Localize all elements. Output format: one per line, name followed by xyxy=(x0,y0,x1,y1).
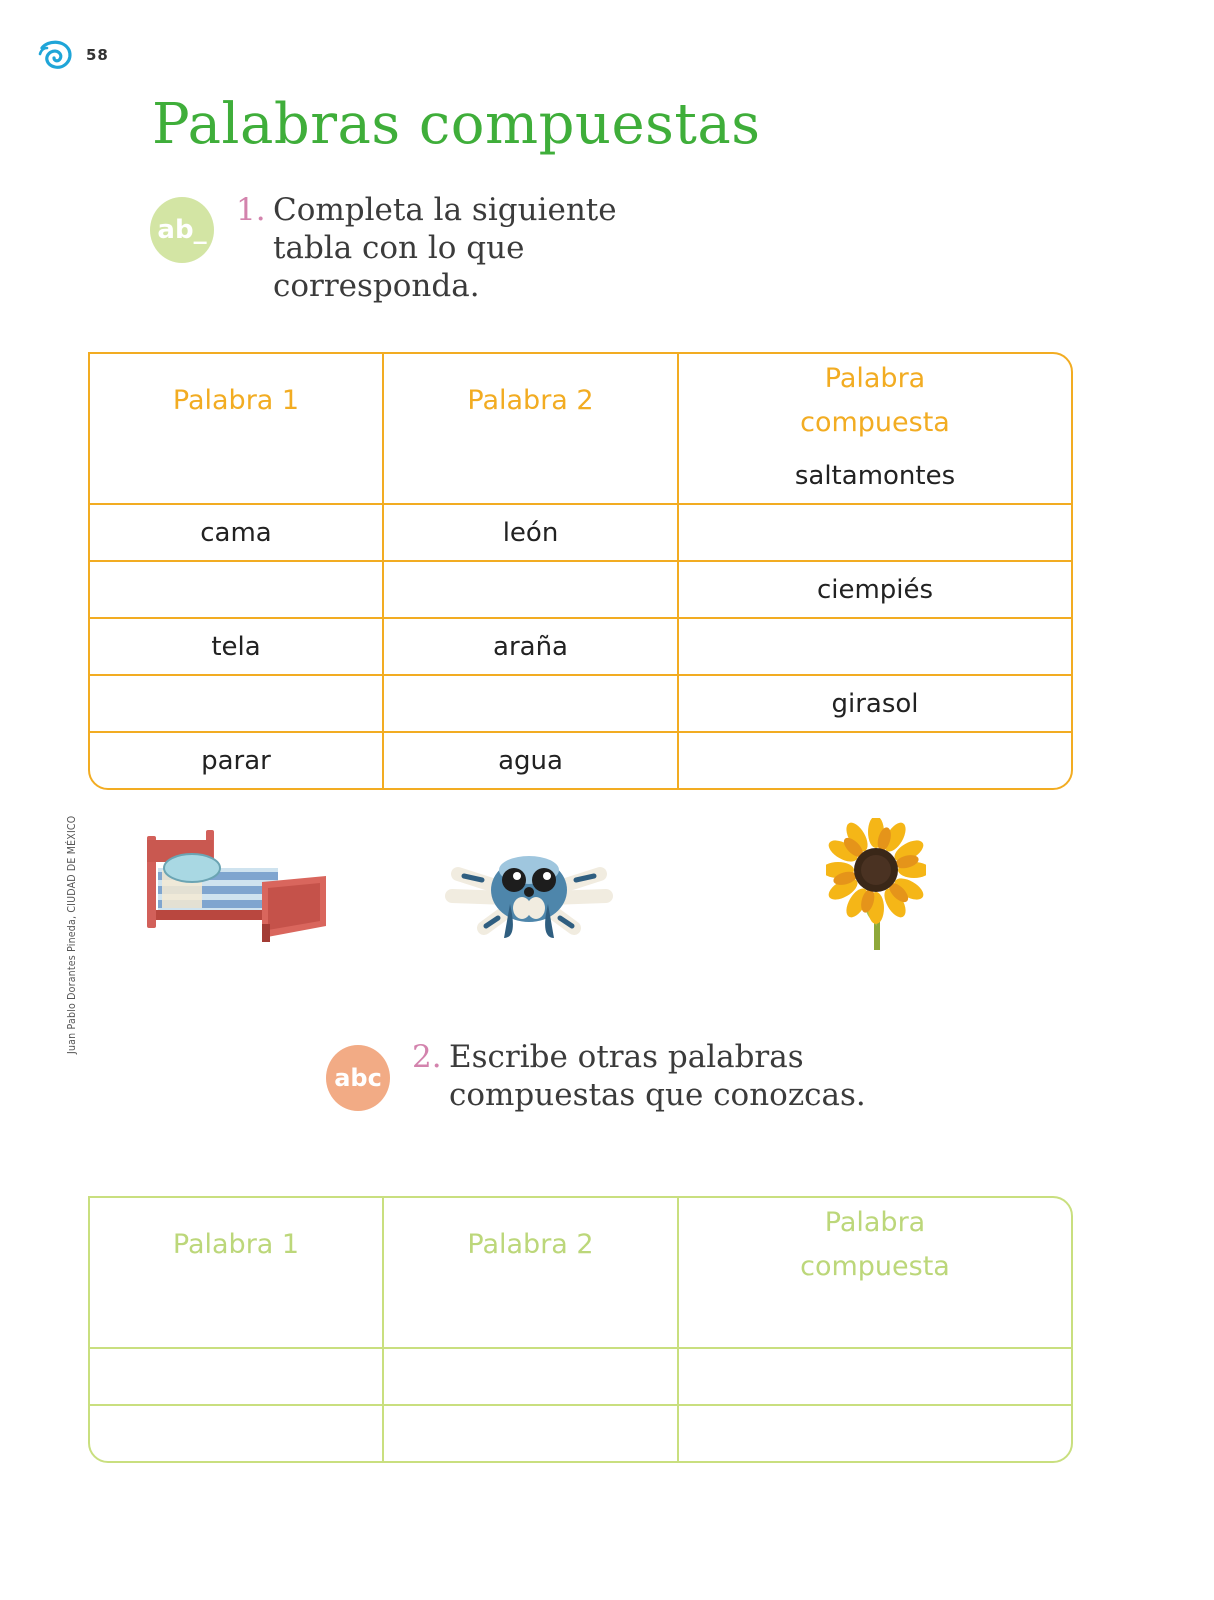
table-cell-compound: ciempiés xyxy=(679,562,1071,619)
other-compound-words-table xyxy=(88,1196,1073,1463)
activity-2-number: 2. xyxy=(412,1039,442,1075)
table-cell-compound: saltamontes xyxy=(679,448,1071,505)
table-cell-word-2: agua xyxy=(384,733,679,788)
page-title: Palabras compuestas xyxy=(152,92,761,157)
spider-illustration xyxy=(438,840,620,942)
header-word-2: Palabra 2 xyxy=(384,354,679,448)
activity-2-instruction xyxy=(412,1038,892,1114)
table-cell-compound[interactable] xyxy=(679,1406,1071,1461)
table-row xyxy=(90,448,1071,505)
illustration-credit: Juan Pablo Dorantes Pineda, CIUDAD DE MÉXICO xyxy=(66,815,78,1054)
header-word-1: Palabra 1 xyxy=(90,354,384,448)
table-cell-word-2: león xyxy=(384,505,679,562)
table-cell-word-2[interactable] xyxy=(384,676,679,733)
page-number: 58 xyxy=(86,46,109,64)
activity-1-number: 1. xyxy=(236,192,266,228)
header-word-2: Palabra 2 xyxy=(384,1198,679,1292)
table-cell-compound[interactable] xyxy=(679,733,1071,788)
table-row xyxy=(90,1292,1071,1349)
table-cell-word-2[interactable] xyxy=(384,1292,679,1349)
header-compound-word xyxy=(679,1198,1071,1292)
table-cell-compound: girasol xyxy=(679,676,1071,733)
table-cell-word-1[interactable] xyxy=(90,1292,384,1349)
activity-2-badge-label: abc xyxy=(334,1064,382,1092)
bed-illustration xyxy=(144,826,328,944)
header-compound-word-label: Palabra compuesta xyxy=(800,1207,950,1282)
activity-1-instruction xyxy=(236,191,656,305)
table-header-row xyxy=(90,354,1071,448)
table-cell-word-1[interactable] xyxy=(90,562,384,619)
table-cell-compound[interactable] xyxy=(679,619,1071,676)
table-cell-word-1: tela xyxy=(90,619,384,676)
table-row xyxy=(90,505,1071,562)
activity-2-text: Escribe otras palabras compuestas que conozcas. xyxy=(449,1039,866,1113)
swirl-logo-icon xyxy=(38,38,76,72)
table-cell-word-1[interactable] xyxy=(90,1406,384,1461)
activity-1-badge xyxy=(150,197,214,263)
table-cell-word-2[interactable] xyxy=(384,448,679,505)
table-cell-word-1: cama xyxy=(90,505,384,562)
table-row xyxy=(90,676,1071,733)
table-cell-word-1: parar xyxy=(90,733,384,788)
table-cell-compound[interactable] xyxy=(679,1349,1071,1406)
table-cell-word-1[interactable] xyxy=(90,448,384,505)
activity-1-badge-label: ab_ xyxy=(157,215,207,245)
table-row xyxy=(90,733,1071,788)
sunflower-illustration xyxy=(826,818,926,950)
header-word-1: Palabra 1 xyxy=(90,1198,384,1292)
header-compound-word xyxy=(679,354,1071,448)
table-row xyxy=(90,1349,1071,1406)
table-cell-compound[interactable] xyxy=(679,505,1071,562)
table-cell-word-1[interactable] xyxy=(90,676,384,733)
table-cell-word-2[interactable] xyxy=(384,562,679,619)
activity-2-badge xyxy=(326,1045,390,1111)
table-row xyxy=(90,1406,1071,1461)
table-cell-word-2: araña xyxy=(384,619,679,676)
table-header-row xyxy=(90,1198,1071,1292)
table-cell-word-1[interactable] xyxy=(90,1349,384,1406)
compound-words-table xyxy=(88,352,1073,790)
table-cell-compound[interactable] xyxy=(679,1292,1071,1349)
page-header xyxy=(38,38,109,72)
activity-1-text: Completa la siguiente tabla con lo que corresponda. xyxy=(273,192,617,304)
table-row xyxy=(90,619,1071,676)
table-cell-word-2[interactable] xyxy=(384,1406,679,1461)
table-cell-word-2[interactable] xyxy=(384,1349,679,1406)
table-row xyxy=(90,562,1071,619)
header-compound-word-label: Palabra compuesta xyxy=(800,363,950,438)
